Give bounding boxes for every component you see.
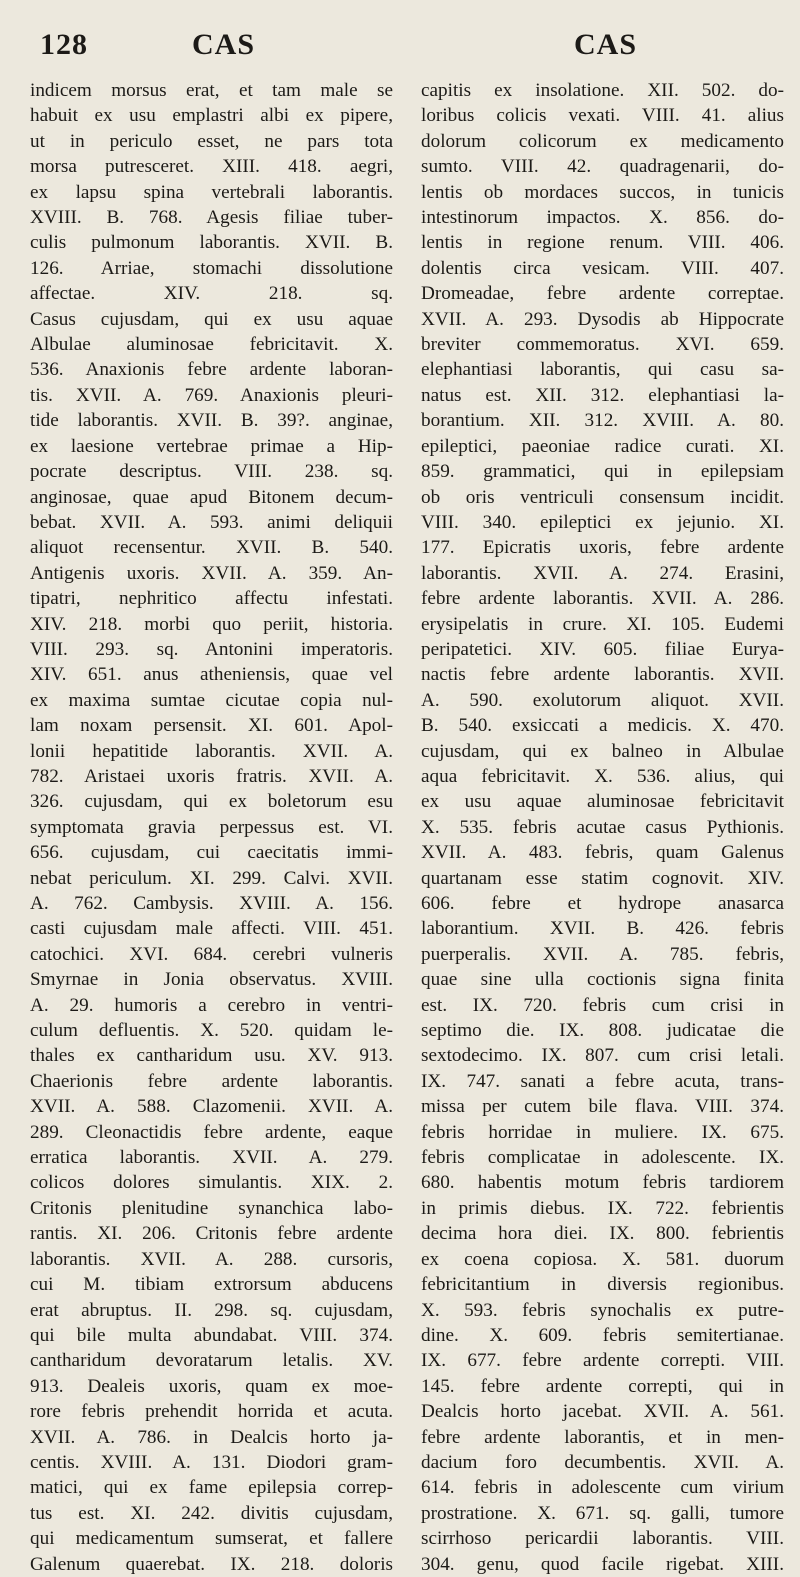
text-line: erratica laborantis. XVII. A. 279.: [30, 1147, 393, 1169]
text-line: nebat periculum. XI. 299. Calvi. XVII.: [30, 867, 393, 889]
text-line: colicos dolores simulantis. XIX. 2.: [30, 1172, 393, 1194]
text-line: Albulae aluminosae febricitavit. X.: [30, 334, 393, 356]
left-guide-word: CAS: [192, 28, 256, 61]
page-number: 128: [40, 28, 88, 61]
text-line: ex usu aquae aluminosae febricitavit: [421, 791, 784, 813]
text-line: 913. Dealeis uxoris, quam ex moe-: [30, 1375, 393, 1397]
text-line: qui medicamentum sumserat, et fallere: [30, 1528, 393, 1550]
text-line: intestinorum impactos. X. 856. do-: [421, 207, 784, 229]
text-line: culum defluentis. X. 520. quidam le-: [30, 1020, 393, 1042]
text-line: casti cujusdam male affecti. VIII. 451.: [30, 918, 393, 940]
text-line: Smyrnae in Jonia observatus. XVIII.: [30, 969, 393, 991]
text-line: septimo die. IX. 808. judicatae die: [421, 1020, 784, 1042]
text-line: bebat. XVII. A. 593. animi deliquii: [30, 511, 393, 533]
text-line: 126. Arriae, stomachi dissolutione: [30, 257, 393, 279]
text-line: A. 590. exolutorum aliquot. XVII.: [421, 689, 784, 711]
text-line: dacium foro decumbentis. XVII. A.: [421, 1451, 784, 1473]
text-line: febris horridae in muliere. IX. 675.: [421, 1121, 784, 1143]
text-line: epileptici, paeoniae radice curati. XI.: [421, 435, 784, 457]
text-line: 680. habentis motum febris tardiorem: [421, 1172, 784, 1194]
text-line: ob oris ventriculi consensum incidit.: [421, 486, 784, 508]
text-line: decima hora diei. IX. 800. febrientis: [421, 1223, 784, 1245]
text-line: aliquot recensentur. XVII. B. 540.: [30, 537, 393, 559]
text-line: tus est. XI. 242. divitis cujusdam,: [30, 1502, 393, 1524]
text-line: laborantis. XVII. A. 288. cursoris,: [30, 1248, 393, 1270]
text-line: cujusdam, qui ex balneo in Albulae: [421, 740, 784, 762]
text-line: rore febris prehendit horrida et acuta.: [30, 1401, 393, 1423]
text-line: erat abruptus. II. 298. sq. cujusdam,: [30, 1299, 393, 1321]
text-line: VIII. 340. epileptici ex jejunio. XI.: [421, 511, 784, 533]
text-line: 326. cujusdam, qui ex boletorum esu: [30, 791, 393, 813]
text-line: pocrate descriptus. VIII. 238. sq.: [30, 461, 393, 483]
text-line: breviter commemoratus. XVI. 659.: [421, 334, 784, 356]
text-line: morsa putresceret. XIII. 418. aegri,: [30, 156, 393, 178]
text-line: ex coena copiosa. X. 581. duorum: [421, 1248, 784, 1270]
text-line: Critonis plenitudine synanchica labo-: [30, 1197, 393, 1219]
right-guide-word: CAS: [574, 28, 638, 61]
text-line: lam noxam persensit. XI. 601. Apol-: [30, 715, 393, 737]
text-line: lentis ob mordaces succos, in tunicis: [421, 181, 784, 203]
text-line: ex lapsu spina vertebrali laborantis.: [30, 181, 393, 203]
text-line: anginosae, quae apud Bitonem decum-: [30, 486, 393, 508]
text-line: elephantiasi laborantis, qui casu sa-: [421, 359, 784, 381]
text-line: aqua febricitavit. X. 536. alius, qui: [421, 765, 784, 787]
text-line: IX. 677. febre ardente correpti. VIII.: [421, 1350, 784, 1372]
text-line: febris complicatae in adolescente. IX.: [421, 1147, 784, 1169]
text-line: lentis in regione renum. VIII. 406.: [421, 232, 784, 254]
text-line: 782. Aristaei uxoris fratris. XVII. A.: [30, 765, 393, 787]
text-line: loribus colicis vexati. VIII. 41. alius: [421, 105, 784, 127]
right-column: [421, 78, 784, 1577]
text-line: cui M. tibiam extrorsum abducens: [30, 1274, 393, 1296]
text-line: 614. febris in adolescente cum virium: [421, 1477, 784, 1499]
left-column: [30, 78, 393, 1577]
text-line: XIV. 651. anus atheniensis, quae vel: [30, 664, 393, 686]
text-line: affectae. XIV. 218. sq.: [30, 283, 393, 305]
text-line: borantium. XII. 312. XVIII. A. 80.: [421, 410, 784, 432]
text-line: thales ex cantharidum usu. XV. 913.: [30, 1045, 393, 1067]
running-head: [30, 22, 784, 72]
text-line: ex laesione vertebrae primae a Hip-: [30, 435, 393, 457]
text-line: 289. Cleonactidis febre ardente, eaque: [30, 1121, 393, 1143]
text-line: Dealcis horto jacebat. XVII. A. 561.: [421, 1401, 784, 1423]
text-line: cantharidum devoratarum letalis. XV.: [30, 1350, 393, 1372]
text-line: B. 540. exsiccati a medicis. X. 470.: [421, 715, 784, 737]
text-line: XVIII. B. 768. Agesis filiae tuber-: [30, 207, 393, 229]
text-line: puerperalis. XVII. A. 785. febris,: [421, 943, 784, 965]
text-line: tipatri, nephritico affectu infestati.: [30, 588, 393, 610]
text-line: in primis diebus. IX. 722. febrientis: [421, 1197, 784, 1219]
text-line: missa per cutem bile flava. VIII. 374.: [421, 1096, 784, 1118]
text-line: dolorum colicorum ex medicamento: [421, 130, 784, 152]
text-line: A. 29. humoris a cerebro in ventri-: [30, 994, 393, 1016]
text-line: febre ardente laborantis. XVII. A. 286.: [421, 588, 784, 610]
text-columns: [30, 78, 784, 1577]
text-line: XIV. 218. morbi quo periit, historia.: [30, 613, 393, 635]
text-line: lonii hepatitide laborantis. XVII. A.: [30, 740, 393, 762]
text-line: 656. cujusdam, cui caecitatis immi-: [30, 842, 393, 864]
text-line: matici, qui ex fame epilepsia correp-: [30, 1477, 393, 1499]
text-line: prostratione. X. 671. sq. galli, tumore: [421, 1502, 784, 1524]
text-line: febricitantium in diversis regionibus.: [421, 1274, 784, 1296]
text-line: ut in periculo esset, ne pars tota: [30, 130, 393, 152]
text-line: qui bile multa abundabat. VIII. 374.: [30, 1324, 393, 1346]
text-line: IX. 747. sanati a febre acuta, trans-: [421, 1070, 784, 1092]
text-line: XVII. A. 786. in Dealcis horto ja-: [30, 1426, 393, 1448]
text-line: tis. XVII. A. 769. Anaxionis pleuri-: [30, 384, 393, 406]
text-line: febre ardente laborantis, et in men-: [421, 1426, 784, 1448]
text-line: peripatetici. XIV. 605. filiae Eurya-: [421, 638, 784, 660]
text-line: sumto. VIII. 42. quadragenarii, do-: [421, 156, 784, 178]
text-line: 606. febre et hydrope anasarca: [421, 893, 784, 914]
text-line: XVII. A. 588. Clazomenii. XVII. A.: [30, 1096, 393, 1118]
text-line: quae sine ulla coctionis signa finita: [421, 969, 784, 991]
text-line: natus est. XII. 312. elephantiasi la-: [421, 384, 784, 406]
text-line: tide laborantis. XVII. B. 39?. anginae,: [30, 410, 393, 432]
text-line: Dromeadae, febre ardente correptae.: [421, 283, 784, 305]
text-line: quartanam esse statim cognovit. XIV.: [421, 867, 784, 889]
text-line: symptomata gravia perpessus est. VI.: [30, 816, 393, 838]
text-line: rantis. XI. 206. Critonis febre ardente: [30, 1223, 393, 1245]
text-line: indicem morsus erat, et tam male se: [30, 80, 393, 101]
text-line: 177. Epicratis uxoris, febre ardente: [421, 537, 784, 559]
text-line: 145. febre ardente correpti, qui in: [421, 1375, 784, 1397]
text-line: VIII. 293. sq. Antonini imperatoris.: [30, 638, 393, 660]
text-line: Galenum quaerebat. IX. 218. doloris: [30, 1553, 393, 1575]
text-line: laborantium. XVII. B. 426. febris: [421, 918, 784, 940]
text-line: X. 535. febris acutae casus Pythionis.: [421, 816, 784, 838]
text-line: XVII. A. 293. Dysodis ab Hippocrate: [421, 308, 784, 330]
text-line: 304. genu, quod facile rigebat. XIII.: [421, 1553, 784, 1575]
text-line: 859. grammatici, qui in epilepsiam: [421, 461, 784, 483]
text-line: centis. XVIII. A. 131. Diodori gram-: [30, 1451, 393, 1473]
text-line: Antigenis uxoris. XVII. A. 359. An-: [30, 562, 393, 584]
text-line: nactis febre ardente laborantis. XVII.: [421, 664, 784, 686]
text-line: Casus cujusdam, qui ex usu aquae: [30, 308, 393, 330]
text-line: culis pulmonum laborantis. XVII. B.: [30, 232, 393, 254]
text-line: Chaerionis febre ardente laborantis.: [30, 1070, 393, 1092]
text-line: capitis ex insolatione. XII. 502. do-: [421, 80, 784, 101]
text-line: X. 593. febris synochalis ex putre-: [421, 1299, 784, 1321]
text-line: catochici. XVI. 684. cerebri vulneris: [30, 943, 393, 965]
text-line: est. IX. 720. febris cum crisi in: [421, 994, 784, 1016]
text-line: dolentis circa vesicam. VIII. 407.: [421, 257, 784, 279]
text-line: habuit ex usu emplastri albi ex pipere,: [30, 105, 393, 127]
text-line: 536. Anaxionis febre ardente laboran-: [30, 359, 393, 381]
text-line: erysipelatis in crure. XI. 105. Eudemi: [421, 613, 784, 635]
text-line: A. 762. Cambysis. XVIII. A. 156.: [30, 893, 393, 914]
text-line: sextodecimo. IX. 807. cum crisi letali.: [421, 1045, 784, 1067]
text-line: dine. X. 609. febris semitertianae.: [421, 1324, 784, 1346]
text-line: ex maxima sumtae cicutae copia nul-: [30, 689, 393, 711]
text-line: laborantis. XVII. A. 274. Erasini,: [421, 562, 784, 584]
text-line: scirrhoso pericardii laborantis. VIII.: [421, 1528, 784, 1550]
text-line: XVII. A. 483. febris, quam Galenus: [421, 842, 784, 864]
